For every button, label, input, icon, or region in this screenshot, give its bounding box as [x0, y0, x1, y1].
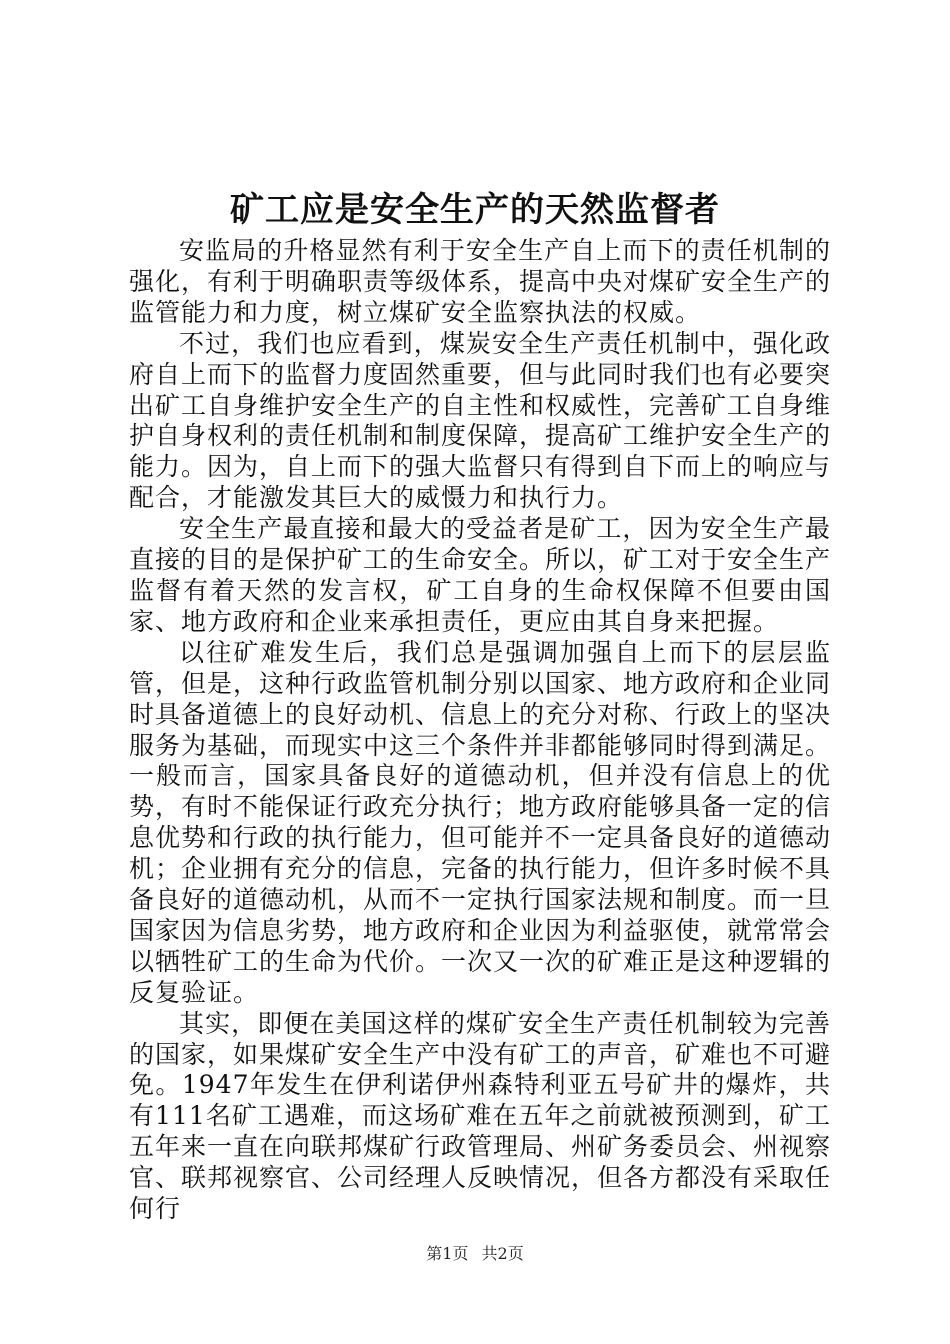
total-pages: 共2页 — [481, 1244, 524, 1263]
paragraph: 其实，即便在美国这样的煤矿安全生产责任机制较为完善的国家，如果煤矿安全生产中没有矿工的声音，矿难也不可避免。1947年发生在伊利诺伊州森特利亚五号矿井的爆炸，共有111名矿工遇难，而这场矿难在五年之前就被预测到，矿工五年来一直在向联邦煤矿行政管理局、州矿务委员会、州视察官、联邦视察官、公司经理人反映情况，但各方都没有采取任何行 — [129, 1008, 832, 1224]
paragraph: 以往矿难发生后，我们总是强调加强自上而下的层层监管，但是，这种行政监管机制分别以国家、地方政府和企业同时具备道德上的良好动机、信息上的充分对称、行政上的坚决服务为基础，而现实中这三个条件并非都能够同时得到满足。一般而言，国家具备良好的道德动机，但并没有信息上的优势，有时不能保证行政充分执行；地方政府能够具备一定的信息优势和行政的执行能力，但可能并不一定具备良好的道德动机；企业拥有充分的信息，完备的执行能力，但许多时候不具备良好的道德动机，从而不一定执行国家法规和制度。而一旦国家因为信息劣势，地方政府和企业因为利益驱使，就常常会以牺牲矿工的生命为代价。一次又一次的矿难正是这种逻辑的反复验证。 — [129, 637, 832, 1007]
page-footer — [0, 1244, 950, 1264]
paragraph: 不过，我们也应看到，煤炭安全生产责任机制中，强化政府自上而下的监督力度固然重要，但与此同时我们也有必要突出矿工自身维护安全生产的自主性和权威性，完善矿工自身维护自身权利的责任机制和制度保障，提高矿工维护安全生产的能力。因为，自上而下的强大监督只有得到自下而上的响应与配合，才能激发其巨大的威慑力和执行力。 — [129, 328, 832, 513]
document-body — [129, 236, 831, 1225]
document-title: 矿工应是安全生产的天然监督者 — [230, 190, 720, 230]
paragraph: 安监局的升格显然有利于安全生产自上而下的责任机制的强化，有利于明确职责等级体系，提高中央对煤矿安全生产的监管能力和力度，树立煤矿安全监察执法的权威。 — [129, 236, 832, 327]
page-number: 第1页 — [426, 1244, 469, 1263]
paragraph: 安全生产最直接和最大的受益者是矿工，因为安全生产最直接的目的是保护矿工的生命安全。所以，矿工对于安全生产监督有着天然的发言权，矿工自身的生命权保障不但要由国家、地方政府和企业来承担责任，更应由其自身来把握。 — [129, 514, 832, 636]
